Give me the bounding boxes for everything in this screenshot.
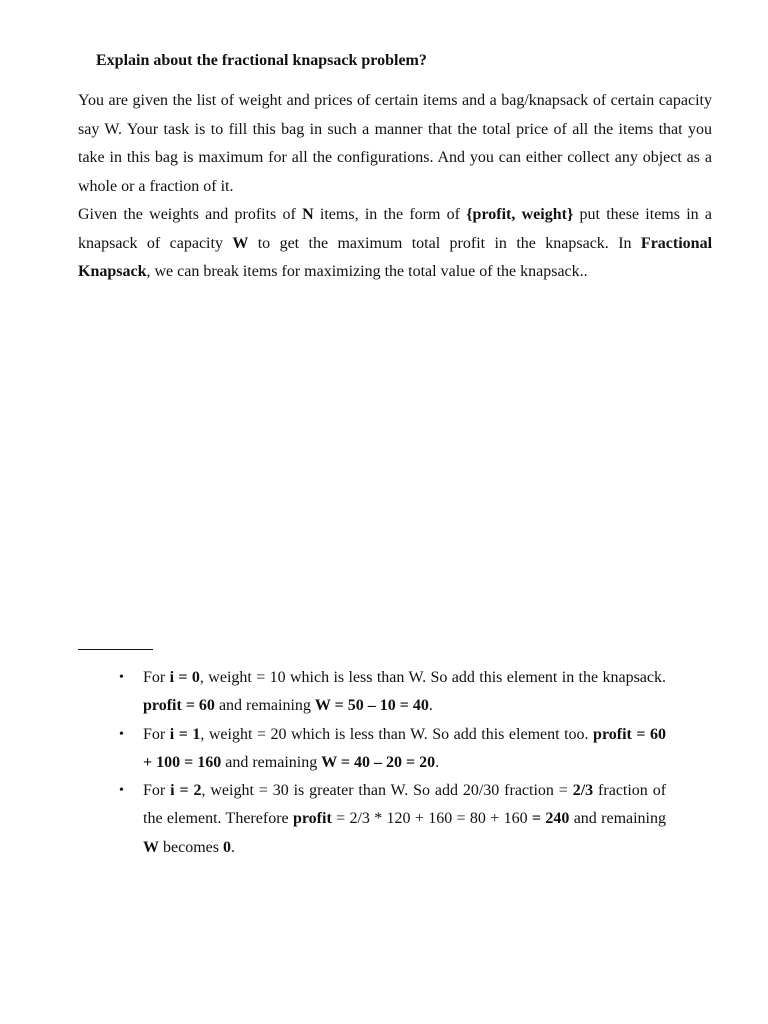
text-run: = 2/3 * 120 + 160 = 80 + 160 <box>331 810 532 828</box>
bullet-list <box>119 664 667 862</box>
bold-run: i = 0 <box>169 669 200 686</box>
bullet-dot-icon: • <box>119 726 124 742</box>
text-run: Given the weights and profits of <box>78 206 303 223</box>
text-run: items, in the form of <box>313 206 467 223</box>
text-run: and remaining <box>569 810 666 828</box>
bold-run: Fractional Knapsack <box>78 234 713 280</box>
text-run: For <box>143 782 171 800</box>
bold-run: 2/3 <box>572 782 594 800</box>
bold-run: {profit, weight} <box>466 206 574 223</box>
text-run: , weight = 10 which is less than W. So add this element in the knapsack. <box>199 669 667 686</box>
text-run: , we can break items for maximizing the total value of the knapsack.. <box>146 263 588 280</box>
bold-run: W = 50 – 10 = 40 <box>314 697 429 715</box>
list-item <box>119 777 667 862</box>
bullet-dot-icon: • <box>119 783 124 799</box>
intro-paragraph-1: You are given the list of weight and prices of certain items and a bag/knapsack of certain capacity say W. Your task is to fill this bag in such a manner that the total price of all the items that you take in this bag is maximum for all the configurations. And you can either collect any object as a whole or a fraction of it. <box>78 92 712 195</box>
bold-run: W <box>143 838 159 856</box>
text-run: and remaining <box>221 753 322 771</box>
bold-run: profit <box>292 810 332 828</box>
text-run: , weight = 30 is greater than W. So add 20/30 fraction = <box>201 782 573 800</box>
intro-paragraph-2 <box>78 201 712 287</box>
text-run: and remaining <box>214 697 315 715</box>
text-run: , weight = 20 which is less than W. So add this element too. <box>200 725 594 743</box>
bold-run: N <box>302 206 314 223</box>
list-item <box>119 664 667 721</box>
question-heading: Explain about the fractional knapsack problem? <box>96 52 427 69</box>
bold-run: profit = 60 + 100 = 160 <box>143 725 667 771</box>
footnote-separator <box>78 649 153 650</box>
text-run: fraction of the element. Therefore <box>143 782 667 828</box>
bold-run: W = 40 – 20 = 20 <box>321 753 436 771</box>
intro-section <box>78 87 712 287</box>
text-run: For <box>143 669 170 686</box>
bold-run: W <box>232 234 249 252</box>
bold-run: i = 1 <box>169 725 201 743</box>
text-run: . <box>230 838 235 856</box>
text-run: becomes <box>159 838 223 856</box>
list-item <box>119 721 667 778</box>
bold-run: profit = 60 <box>143 697 215 715</box>
bold-run: = 240 <box>531 810 570 828</box>
text-run: to get the maximum total profit in the knapsack. In <box>248 234 641 252</box>
text-run: For <box>143 725 170 743</box>
bold-run: i = 2 <box>170 782 202 800</box>
text-run: put these items in a knapsack of capacity <box>78 206 713 252</box>
bullet-dot-icon: • <box>119 670 124 685</box>
text-run: . <box>435 753 440 771</box>
bold-run: 0 <box>222 838 231 856</box>
text-run: . <box>428 697 433 715</box>
